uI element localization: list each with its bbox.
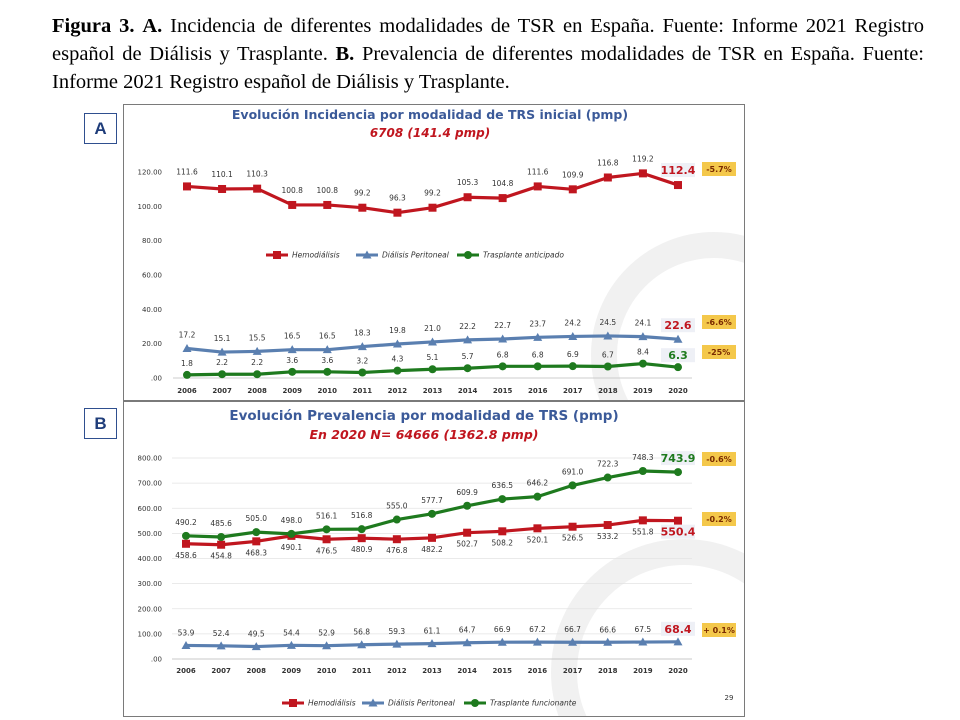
data-point-hemodialisis xyxy=(393,209,401,217)
data-label-dialisis-peritoneal: 61.1 xyxy=(423,626,441,636)
data-point-hemodialisis xyxy=(498,527,506,535)
caption-b-label: B. xyxy=(335,43,355,65)
data-label-dialisis-peritoneal: 24.1 xyxy=(634,318,652,328)
data-point-trasplante-anticipado xyxy=(218,370,226,378)
legend-marker xyxy=(464,251,472,259)
data-label-dialisis-peritoneal: 67.5 xyxy=(634,625,652,635)
legend-label: Trasplante funcionante xyxy=(490,698,577,708)
change-badge-label: + 0.1% xyxy=(703,626,735,635)
data-label-trasplante-funcionante: 490.2 xyxy=(175,517,197,527)
x-tick-label: 2006 xyxy=(176,667,196,675)
data-label-dialisis-peritoneal: 18.3 xyxy=(354,328,371,338)
data-point-trasplante-anticipado xyxy=(393,367,401,375)
legend-label: Hemodiálisis xyxy=(292,250,340,260)
change-badge-label: -0.2% xyxy=(706,515,732,524)
data-point-trasplante-anticipado xyxy=(499,362,507,370)
x-tick-label: 2018 xyxy=(598,387,618,395)
data-label-trasplante-anticipado: 3.2 xyxy=(356,356,369,366)
panel-b-label: B xyxy=(84,408,117,439)
x-tick-label: 2008 xyxy=(246,667,267,675)
data-label-trasplante-funcionante: 485.6 xyxy=(210,518,232,528)
data-point-hemodialisis xyxy=(534,182,542,190)
data-point-hemodialisis xyxy=(183,182,191,190)
x-tick-label: 2012 xyxy=(387,667,407,675)
x-tick-label: 2019 xyxy=(633,387,653,395)
x-tick-label: 2011 xyxy=(352,387,373,395)
y-tick-label: 400.00 xyxy=(137,555,162,563)
data-label-dialisis-peritoneal: 66.9 xyxy=(493,625,511,635)
x-tick-label: 2016 xyxy=(527,667,548,675)
data-label-hemodialisis: 458.6 xyxy=(175,550,197,560)
y-tick-label: 600.00 xyxy=(137,504,162,513)
page-number: 29 xyxy=(724,694,734,702)
data-label-hemodialisis: 100.8 xyxy=(281,185,303,195)
data-label-trasplante-funcionante: 609.9 xyxy=(456,487,478,497)
data-point-hemodialisis xyxy=(323,201,331,209)
x-tick-label: 2014 xyxy=(457,387,478,395)
data-label-dialisis-peritoneal: 64.7 xyxy=(458,625,476,635)
data-point-hemodialisis xyxy=(604,173,612,181)
data-point-trasplante-anticipado xyxy=(674,363,682,371)
chart-subtitle: En 2020 N= 64666 (1362.8 pmp) xyxy=(309,427,539,442)
incidence-chart xyxy=(124,105,744,400)
data-label-hemodialisis: 480.9 xyxy=(350,545,373,555)
data-label-hemodialisis: 105.3 xyxy=(456,178,479,188)
data-point-trasplante-funcionante xyxy=(358,525,366,533)
data-point-trasplante-funcionante xyxy=(393,516,401,524)
data-point-hemodialisis xyxy=(182,540,190,548)
x-tick-label: 2012 xyxy=(387,387,408,395)
x-tick-label: 2020 xyxy=(668,667,688,675)
data-label-dialisis-peritoneal: 52.4 xyxy=(212,628,230,638)
data-label-hemodialisis: 111.6 xyxy=(176,167,198,177)
y-tick-label: 100.00 xyxy=(137,202,162,211)
data-point-hemodialisis xyxy=(639,516,647,524)
data-label-dialisis-peritoneal: 24.2 xyxy=(564,318,582,328)
data-label-hemodialisis: 508.2 xyxy=(491,538,514,548)
data-label-trasplante-funcionante: 577.7 xyxy=(421,495,443,505)
data-point-hemodialisis xyxy=(569,523,577,531)
x-tick-label: 2011 xyxy=(351,667,372,675)
data-label-dialisis-peritoneal: 66.7 xyxy=(564,625,581,635)
data-point-hemodialisis xyxy=(358,204,366,212)
data-point-hemodialisis xyxy=(463,529,471,537)
x-tick-label: 2019 xyxy=(633,667,653,675)
data-point-hemodialisis xyxy=(464,193,472,201)
data-point-trasplante-funcionante xyxy=(569,481,577,489)
data-point-hemodialisis xyxy=(393,535,401,543)
data-label-hemodialisis: 476.8 xyxy=(386,546,408,556)
data-label-trasplante-funcionante: 516.1 xyxy=(315,511,338,521)
data-label-dialisis-peritoneal: 16.5 xyxy=(318,331,336,341)
legend-label: Diálisis Peritoneal xyxy=(382,250,449,260)
data-label-hemodialisis: 100.8 xyxy=(316,185,339,195)
data-label-hemodialisis: 109.9 xyxy=(562,170,584,180)
data-label-trasplante-anticipado: 5.1 xyxy=(426,353,439,363)
data-label-dialisis-peritoneal: 56.8 xyxy=(353,627,371,637)
y-tick-label: 20.00 xyxy=(141,340,162,349)
x-tick-label: 2017 xyxy=(563,387,583,395)
data-point-hemodialisis xyxy=(218,185,226,193)
data-point-trasplante-anticipado xyxy=(464,364,472,372)
chart-title: Evolución Incidencia por modalidad de TRS inicial (pmp) xyxy=(231,107,629,122)
change-badge-label: -5.7% xyxy=(706,165,732,174)
last-value-label: 6.3 xyxy=(668,349,688,363)
legend-label: Trasplante anticipado xyxy=(483,250,565,260)
data-point-trasplante-funcionante xyxy=(182,532,190,540)
figure-label: Figura 3. xyxy=(52,15,135,37)
data-point-trasplante-funcionante xyxy=(639,467,647,475)
legend-marker xyxy=(471,699,479,707)
caption-b-text: Prevalencia de diferentes modalidades de TSR en España. Fuente: Informe 2021 Registro español de Diálisis y Trasplante. xyxy=(52,43,924,93)
y-tick-label: 40.00 xyxy=(141,305,162,314)
data-label-dialisis-peritoneal: 19.8 xyxy=(389,326,406,336)
data-label-trasplante-anticipado: 5.7 xyxy=(461,352,474,362)
data-label-hemodialisis: 99.2 xyxy=(424,188,441,198)
data-label-dialisis-peritoneal: 66.6 xyxy=(599,625,617,635)
data-label-trasplante-anticipado: 2.2 xyxy=(216,358,229,368)
x-tick-label: 2013 xyxy=(422,387,443,395)
data-label-trasplante-funcionante: 516.8 xyxy=(350,511,373,521)
data-point-trasplante-funcionante xyxy=(463,502,471,510)
data-point-hemodialisis xyxy=(358,534,366,542)
caption-a-text: Incidencia de diferentes modalidades de TSR en España. Fuente: Informe 2021 Registro español de Diálisis y Trasplante. xyxy=(52,15,925,65)
y-tick-label: 60.00 xyxy=(141,271,162,280)
data-point-trasplante-anticipado xyxy=(288,368,296,376)
data-label-hemodialisis: 468.3 xyxy=(245,548,268,558)
data-label-hemodialisis: 526.5 xyxy=(561,533,584,543)
data-point-trasplante-anticipado xyxy=(358,369,366,377)
data-label-dialisis-peritoneal: 15.5 xyxy=(248,333,266,343)
y-tick-label: 80.00 xyxy=(141,237,162,246)
data-label-dialisis-peritoneal: 52.9 xyxy=(318,628,335,638)
change-badge-label: -25% xyxy=(707,348,731,357)
data-label-hemodialisis: 476.5 xyxy=(315,546,338,556)
data-point-trasplante-anticipado xyxy=(534,362,542,370)
data-label-hemodialisis: 111.6 xyxy=(526,167,549,177)
data-label-trasplante-anticipado: 6.9 xyxy=(566,350,579,360)
data-label-dialisis-peritoneal: 22.7 xyxy=(494,321,511,331)
data-label-trasplante-funcionante: 498.0 xyxy=(280,515,303,525)
data-point-hemodialisis xyxy=(604,521,612,529)
change-badge-label: -6.6% xyxy=(706,318,732,327)
data-point-trasplante-funcionante xyxy=(323,525,331,533)
data-label-trasplante-anticipado: 2.2 xyxy=(251,358,264,368)
data-label-dialisis-peritoneal: 15.1 xyxy=(213,334,231,344)
data-point-trasplante-anticipado xyxy=(323,368,331,376)
data-point-hemodialisis xyxy=(639,169,647,177)
data-label-hemodialisis: 520.1 xyxy=(526,535,549,545)
data-label-dialisis-peritoneal: 67.2 xyxy=(529,625,546,635)
data-point-trasplante-anticipado xyxy=(604,362,612,370)
data-label-hemodialisis: 119.2 xyxy=(632,154,654,164)
data-label-dialisis-peritoneal: 22.2 xyxy=(459,321,476,331)
data-point-trasplante-funcionante xyxy=(674,468,682,476)
y-tick-label: .00 xyxy=(150,655,162,664)
figure-caption xyxy=(52,12,924,96)
data-point-trasplante-funcionante xyxy=(217,533,225,541)
x-tick-label: 2009 xyxy=(281,667,302,675)
data-label-dialisis-peritoneal: 24.5 xyxy=(599,317,617,327)
chart-subtitle: 6708 (141.4 pmp) xyxy=(369,126,491,140)
data-point-hemodialisis xyxy=(674,517,682,525)
data-point-hemodialisis xyxy=(569,185,577,193)
data-label-dialisis-peritoneal: 23.7 xyxy=(529,319,547,329)
data-label-trasplante-funcionante: 748.3 xyxy=(632,452,654,462)
data-label-trasplante-funcionante: 722.3 xyxy=(596,459,619,469)
chart-panel-a xyxy=(123,104,745,401)
chart-panel-b xyxy=(123,401,745,717)
x-tick-label: 2018 xyxy=(597,667,618,675)
x-tick-label: 2008 xyxy=(247,387,267,395)
data-label-trasplante-funcionante: 505.0 xyxy=(245,514,268,524)
data-point-hemodialisis xyxy=(499,194,507,202)
data-point-trasplante-anticipado xyxy=(639,360,647,368)
data-point-hemodialisis xyxy=(428,534,436,542)
data-label-trasplante-anticipado: 3.6 xyxy=(321,355,334,365)
data-label-trasplante-funcionante: 555.0 xyxy=(386,501,408,511)
change-badge-label: -0.6% xyxy=(706,455,732,464)
y-tick-label: 120.00 xyxy=(137,168,162,177)
data-point-trasplante-funcionante xyxy=(604,474,612,482)
x-tick-label: 2007 xyxy=(211,667,231,675)
x-tick-label: 2016 xyxy=(527,387,548,395)
data-label-dialisis-peritoneal: 16.5 xyxy=(283,331,301,341)
data-label-dialisis-peritoneal: 54.4 xyxy=(283,628,300,638)
legend-label: Hemodiálisis xyxy=(308,698,356,708)
data-label-trasplante-funcionante: 646.2 xyxy=(526,478,549,488)
data-label-trasplante-anticipado: 3.6 xyxy=(286,355,299,365)
data-label-hemodialisis: 502.7 xyxy=(456,539,478,549)
data-point-trasplante-funcionante xyxy=(533,493,541,501)
data-label-hemodialisis: 551.8 xyxy=(632,527,654,537)
x-tick-label: 2017 xyxy=(562,667,583,675)
panel-a-label: A xyxy=(84,113,117,144)
y-tick-label: .00 xyxy=(150,374,162,383)
y-tick-label: 700.00 xyxy=(137,479,162,488)
x-tick-label: 2007 xyxy=(212,387,232,395)
data-point-trasplante-funcionante xyxy=(498,495,506,503)
data-label-dialisis-peritoneal: 17.2 xyxy=(178,330,196,340)
last-value-label: 68.4 xyxy=(664,622,692,636)
last-value-label: 112.4 xyxy=(660,164,696,178)
data-point-trasplante-anticipado xyxy=(569,362,577,370)
data-point-trasplante-funcionante xyxy=(428,510,436,518)
y-tick-label: 300.00 xyxy=(137,580,162,589)
data-label-hemodialisis: 110.1 xyxy=(211,169,233,179)
x-tick-label: 2014 xyxy=(457,667,477,675)
x-tick-label: 2015 xyxy=(492,387,513,395)
data-label-trasplante-anticipado: 6.7 xyxy=(601,350,614,360)
data-label-hemodialisis: 104.8 xyxy=(491,179,514,189)
data-point-hemodialisis xyxy=(252,537,260,545)
data-label-hemodialisis: 454.8 xyxy=(210,551,232,561)
data-label-hemodialisis: 99.2 xyxy=(354,188,371,198)
x-tick-label: 2013 xyxy=(422,667,442,675)
y-tick-label: 200.00 xyxy=(137,605,162,614)
legend-marker xyxy=(289,699,297,707)
data-label-dialisis-peritoneal: 53.9 xyxy=(177,628,195,638)
data-label-hemodialisis: 110.3 xyxy=(246,169,268,179)
last-value-label: 550.4 xyxy=(660,525,696,539)
data-point-trasplante-anticipado xyxy=(429,365,437,373)
x-tick-label: 2006 xyxy=(177,387,197,395)
x-tick-label: 2020 xyxy=(668,387,688,395)
data-label-trasplante-anticipado: 8.4 xyxy=(636,347,649,357)
data-point-hemodialisis xyxy=(323,535,331,543)
data-label-dialisis-peritoneal: 21.0 xyxy=(424,323,441,333)
last-value-label: 743.9 xyxy=(660,452,696,466)
data-label-hemodialisis: 482.2 xyxy=(421,544,443,554)
data-label-dialisis-peritoneal: 59.3 xyxy=(388,627,406,637)
data-point-trasplante-funcionante xyxy=(287,530,295,538)
x-tick-label: 2010 xyxy=(317,387,338,395)
data-point-trasplante-anticipado xyxy=(183,371,191,379)
data-point-trasplante-funcionante xyxy=(252,528,260,536)
legend-marker xyxy=(273,251,281,259)
data-point-hemodialisis xyxy=(429,204,437,212)
x-tick-label: 2009 xyxy=(282,387,302,395)
prevalence-chart xyxy=(124,402,744,716)
data-label-trasplante-anticipado: 6.8 xyxy=(496,350,509,360)
data-label-hemodialisis: 490.1 xyxy=(280,542,303,552)
y-tick-label: 100.00 xyxy=(137,630,162,639)
x-tick-label: 2010 xyxy=(316,667,337,675)
data-label-hemodialisis: 96.3 xyxy=(389,193,406,203)
data-point-trasplante-anticipado xyxy=(253,370,261,378)
data-label-dialisis-peritoneal: 49.5 xyxy=(247,629,265,639)
data-point-hemodialisis xyxy=(288,201,296,209)
y-tick-label: 800.00 xyxy=(137,454,162,463)
data-label-trasplante-funcionante: 691.0 xyxy=(561,467,584,477)
data-label-trasplante-anticipado: 4.3 xyxy=(391,354,404,364)
last-value-label: 22.6 xyxy=(664,319,692,333)
y-tick-label: 500.00 xyxy=(137,529,162,538)
chart-title: Evolución Prevalencia por modalidad de TRS (pmp) xyxy=(229,408,619,424)
data-point-hemodialisis xyxy=(674,181,682,189)
data-label-trasplante-anticipado: 6.8 xyxy=(531,350,544,360)
caption-a-label: A. xyxy=(142,15,163,37)
data-label-hemodialisis: 116.8 xyxy=(597,158,619,168)
legend-label: Diálisis Peritoneal xyxy=(388,698,455,708)
data-point-hemodialisis xyxy=(217,541,225,549)
data-label-trasplante-funcionante: 636.5 xyxy=(491,481,514,491)
x-tick-label: 2015 xyxy=(492,667,513,675)
data-label-hemodialisis: 533.2 xyxy=(596,532,619,542)
data-label-trasplante-anticipado: 1.8 xyxy=(181,358,193,368)
data-point-hemodialisis xyxy=(253,185,261,193)
data-point-hemodialisis xyxy=(533,524,541,532)
